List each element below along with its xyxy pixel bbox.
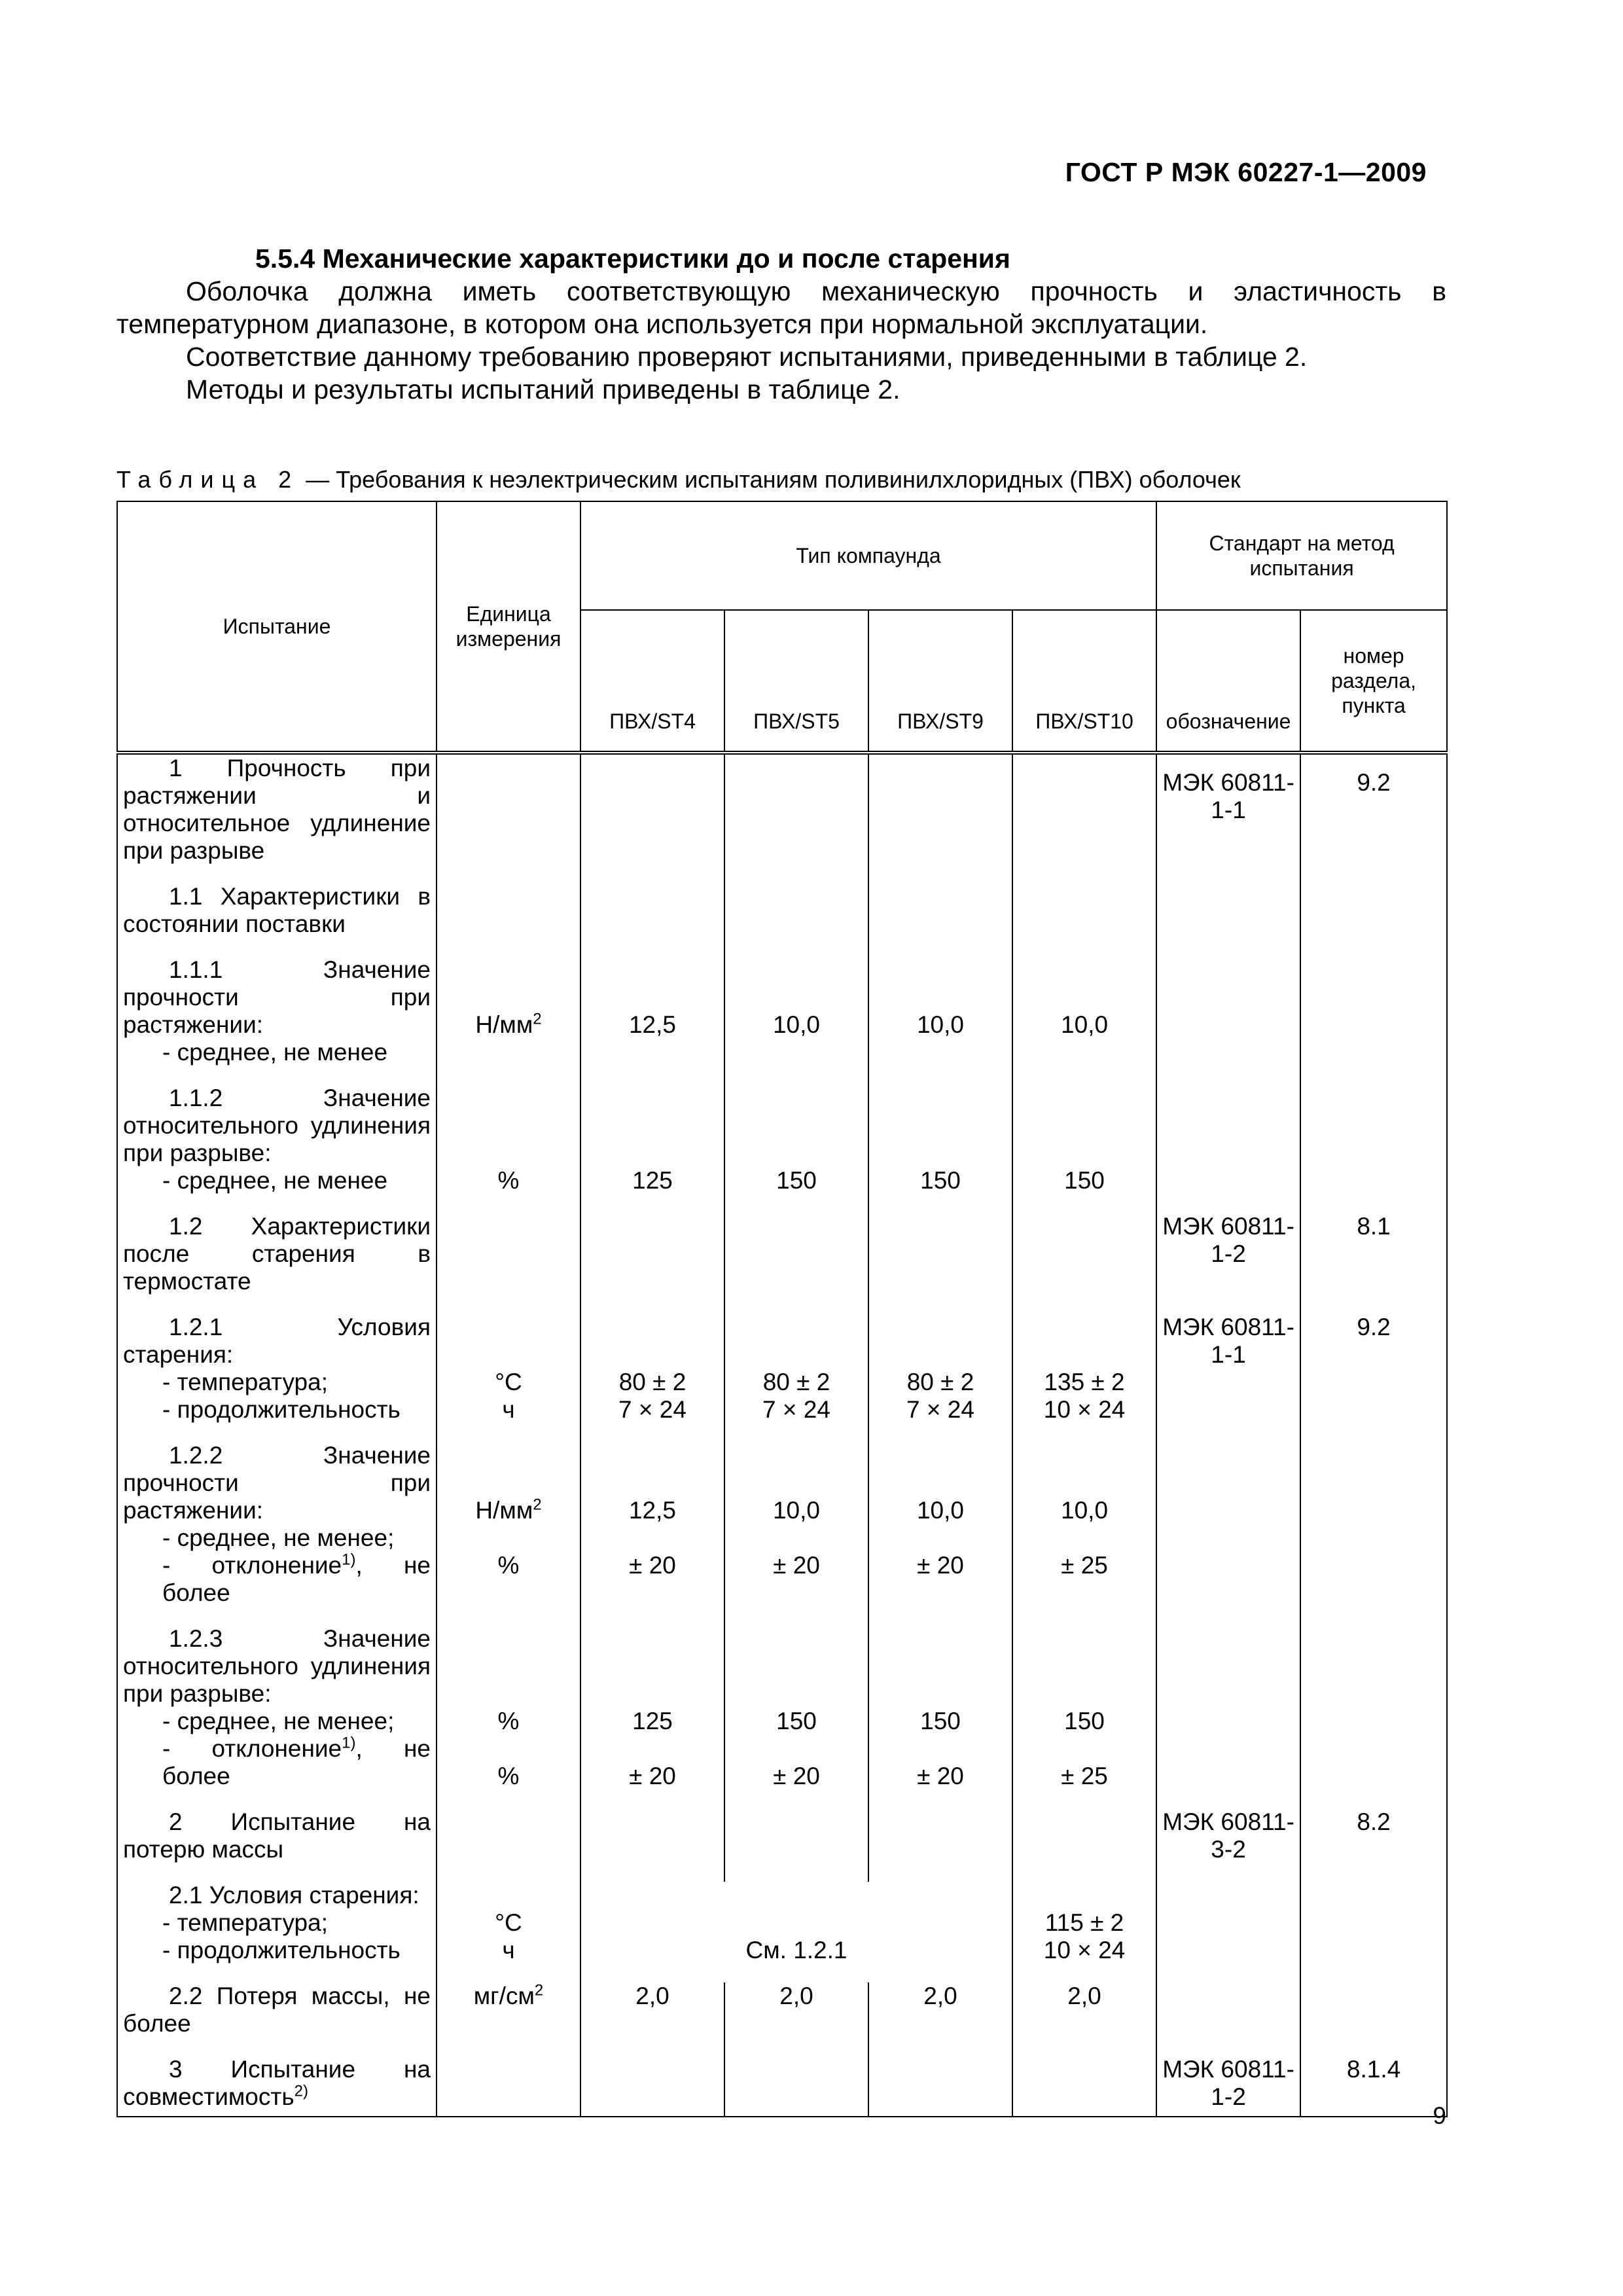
page-number: 9 <box>1433 2102 1446 2129</box>
standard-designation: МЭК 60811-1-1 <box>1156 1314 1300 1442</box>
unit: % <box>497 1552 520 1579</box>
value-st4: 125 <box>632 1708 673 1734</box>
header-section-no: номер раздела, пункта <box>1300 610 1447 753</box>
unit: % <box>497 1708 520 1734</box>
table-row <box>117 1213 1447 1314</box>
test-subitem: - отклонение$^{1)}$, не более <box>162 1734 431 1789</box>
value-st10: 115 ± 2 <box>1044 1909 1124 1936</box>
table-row <box>117 1314 1447 1442</box>
test-subitem: - отклонение$^{1)}$, не более <box>162 1551 431 1606</box>
value-st9: 10,0 <box>916 1497 964 1524</box>
unit: % <box>497 1763 520 1789</box>
header-st5: ПВХ/ST5 <box>724 610 868 753</box>
header-compound-type: Тип компаунда <box>580 501 1156 610</box>
unit-superscript: 2 <box>533 1010 542 1028</box>
value-st4: 7 × 24 <box>618 1396 687 1423</box>
section-paragraph: Соответствие данному требованию проверяют испытаниями, приведенными в таблице 2. <box>186 342 1308 372</box>
section-5-5-4 <box>116 242 1446 406</box>
value-st9: 7 × 24 <box>906 1396 974 1423</box>
value-st9: 2,0 <box>868 1982 1012 2056</box>
header-unit: Единица измерения <box>437 501 580 753</box>
test-name: 1.1.1 Значение прочности при растяжении: <box>123 956 431 1038</box>
unit: °С <box>495 1909 522 1936</box>
value-st10: 2,0 <box>1012 1982 1156 2056</box>
table-row <box>117 883 1447 956</box>
test-subitem: - среднее, не менее; <box>162 1708 395 1734</box>
unit: мг/см <box>473 1982 535 2009</box>
unit: Н/мм <box>475 1011 533 1038</box>
value-st10: 150 <box>1064 1708 1105 1734</box>
value-st5: 150 <box>776 1167 817 1194</box>
unit: °С <box>495 1369 522 1395</box>
table-row <box>117 1442 1447 1625</box>
value-st9: 150 <box>920 1708 961 1734</box>
test-name: 3 Испытание на совместимость$^{2)}$ <box>123 2056 431 2110</box>
value-st5: 150 <box>776 1708 817 1734</box>
test-name: 1.2.1 Условия старения: <box>123 1314 431 1368</box>
requirements-table <box>116 501 1448 2117</box>
section-heading: 5.5.4 Механические характеристики до и после старения <box>255 243 1010 274</box>
value-st5: 2,0 <box>724 1982 868 2056</box>
header-st10: ПВХ/ST10 <box>1012 610 1156 753</box>
table-row <box>117 1982 1447 2056</box>
value-st4: 125 <box>632 1167 673 1194</box>
test-name: 1.2.2 Значение прочности при растяжении: <box>123 1442 431 1524</box>
value-st10: 10,0 <box>1061 1497 1109 1524</box>
value-st4: 12,5 <box>628 1497 676 1524</box>
table-caption-text: — Требования к неэлектрическим испытаниям поливинилхлоридных (ПВХ) оболочек <box>299 466 1241 493</box>
value-st4: ± 20 <box>629 1763 676 1789</box>
header-st9: ПВХ/ST9 <box>868 610 1012 753</box>
test-subitem: - температура; <box>162 1369 328 1395</box>
value-st9: 80 ± 2 <box>906 1369 974 1395</box>
test-name: 1.1 Характеристики в состоянии поставки <box>123 883 431 937</box>
value-st5: 80 ± 2 <box>762 1369 830 1395</box>
value-st5: 10,0 <box>772 1497 820 1524</box>
unit: $Н/мм^2$ <box>475 1496 542 1524</box>
value-st10: 135 ± 2 <box>1044 1369 1125 1395</box>
unit: % <box>497 1167 520 1194</box>
value-st10: 10 × 24 <box>1043 1396 1126 1423</box>
test-subitem: - среднее, не менее <box>162 1039 388 1066</box>
standard-designation: МЭК 60811-1-2 <box>1156 1213 1300 1314</box>
value-st4: ± 20 <box>629 1552 676 1579</box>
value-st4: 80 ± 2 <box>618 1369 687 1395</box>
table-row <box>117 1882 1447 1982</box>
unit: ч <box>502 1396 515 1423</box>
value-st9: ± 20 <box>917 1552 964 1579</box>
unit: ч <box>502 1937 515 1964</box>
test-subitem: - продолжительность <box>162 1937 401 1964</box>
value-st5: 10,0 <box>772 1011 820 1038</box>
header-standard: Стандарт на метод испытания <box>1156 501 1447 610</box>
value-st5: ± 20 <box>773 1552 820 1579</box>
standard-section: 8.1.4 <box>1300 2056 1447 2117</box>
test-name: 1.1.2 Значение относительного удлинения при разрыве: <box>123 1085 431 1166</box>
value-st5: ± 20 <box>773 1763 820 1789</box>
section-paragraph: Методы и результаты испытаний приведены в таблице 2. <box>186 374 901 404</box>
value-st10: ± 25 <box>1061 1763 1108 1789</box>
test-name: 2.2 Потеря массы, не более <box>123 1982 431 2037</box>
value-st4: 2,0 <box>580 1982 724 2056</box>
value-st10: 10 × 24 <box>1043 1937 1126 1964</box>
section-paragraph: Оболочка должна иметь соответствующую механическую прочность и эластичность в температурном диапазоне, в котором она используется при нормальной эксплуатации. <box>116 276 1446 339</box>
value-st10: ± 25 <box>1061 1552 1108 1579</box>
standard-designation: МЭК 60811-1-2 <box>1156 2056 1300 2117</box>
test-name: 1.2 Характеристики после старения в термостате <box>123 1213 431 1295</box>
table-caption-label: Таблица 2 <box>116 466 300 493</box>
standard-section: 8.1 <box>1300 1213 1447 1314</box>
test-subitem: - температура; <box>162 1909 328 1936</box>
value-st10: 10,0 <box>1061 1011 1109 1038</box>
standard-section: 9.2 <box>1300 1314 1447 1442</box>
table-row <box>117 1808 1447 1882</box>
value-st4: 12,5 <box>628 1011 676 1038</box>
value-st9: 150 <box>920 1167 961 1194</box>
table-row <box>117 1085 1447 1213</box>
test-subitem: - среднее, не менее <box>162 1167 388 1194</box>
unit-superscript: 2 <box>534 1981 544 2000</box>
table-caption <box>116 466 1241 493</box>
test-name: 1.2.3 Значение относительного удлинения при разрыве: <box>123 1625 431 1707</box>
value-st10: 150 <box>1064 1167 1105 1194</box>
test-name: 1 Прочность при растяжении и относительное удлинение при разрыве <box>123 755 431 864</box>
standard-section: 8.2 <box>1300 1808 1447 1882</box>
document-code: ГОСТ Р МЭК 60227-1—2009 <box>1065 157 1427 187</box>
table-row <box>117 956 1447 1085</box>
test-name: 2.1 Условия старения: <box>169 1882 419 1909</box>
value-st9: 10,0 <box>916 1011 964 1038</box>
table-row <box>117 2056 1447 2117</box>
see-reference: См. 1.2.1 <box>745 1937 847 1964</box>
value-st9: ± 20 <box>917 1763 964 1789</box>
header-st4: ПВХ/ST4 <box>580 610 724 753</box>
test-name: 2 Испытание на потерю массы <box>123 1808 431 1863</box>
test-subitem: - среднее, не менее; <box>162 1524 395 1551</box>
header-designation: обозначение <box>1156 610 1300 753</box>
value-st5: 7 × 24 <box>762 1396 830 1423</box>
header-test: Испытание <box>117 501 437 753</box>
test-subitem: - продолжительность <box>162 1396 401 1423</box>
standard-section: 9.2 <box>1300 753 1447 883</box>
table-row <box>117 1625 1447 1808</box>
standard-designation: МЭК 60811-3-2 <box>1156 1808 1300 1882</box>
table-row <box>117 753 1447 883</box>
standard-designation: МЭК 60811-1-1 <box>1156 753 1300 883</box>
